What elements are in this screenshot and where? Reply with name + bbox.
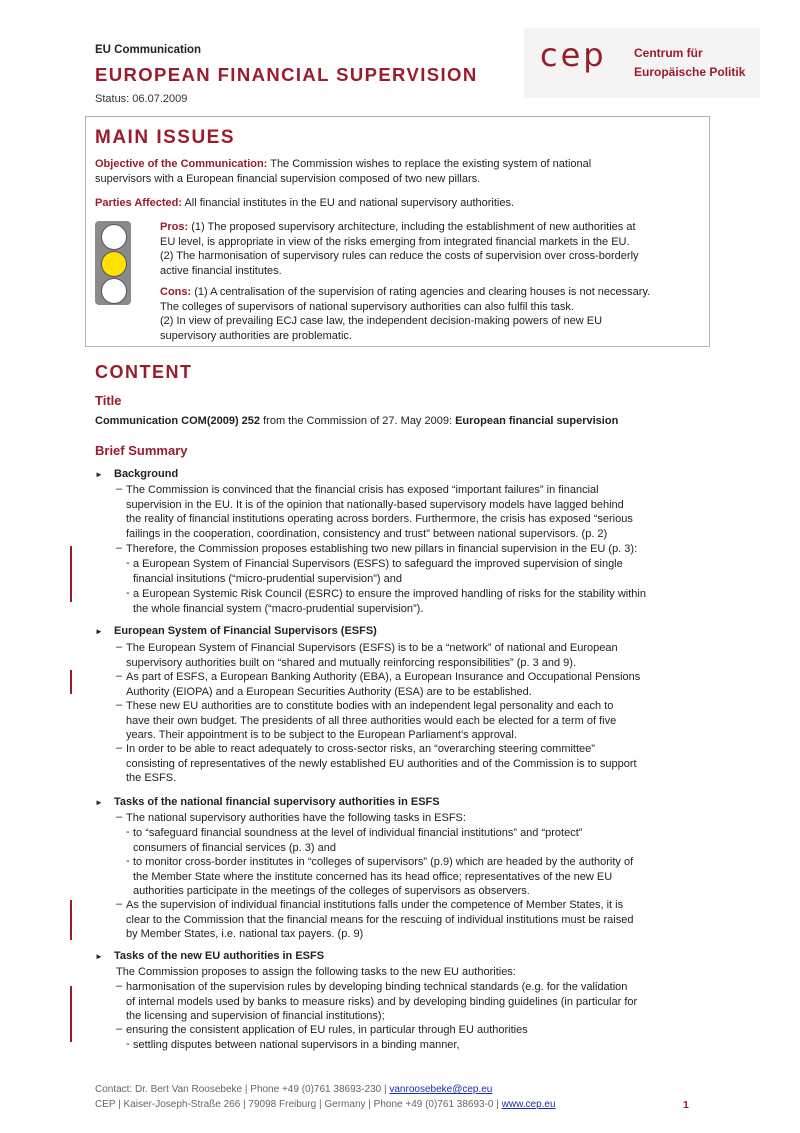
text-line: the reality of financial institutions operating across borders. Furthermore, the crisis has exposed “serious — [126, 513, 633, 525]
national-p1: The national supervisory authorities have the following tasks in ESFS: — [126, 812, 466, 824]
text-line: a European System of Financial Supervisors (ESFS) to safeguard the improved supervision of single — [133, 558, 623, 570]
arrow-icon: ► — [95, 952, 103, 961]
objective-label: Objective of the Communication: — [95, 158, 268, 170]
text-line: by Member States, i.e. national tax payers. (p. 9) — [126, 928, 364, 940]
traffic-light-middle-lamp — [101, 251, 127, 277]
pros-line: (2) The harmonisation of supervisory rules can reduce the costs of supervision over cross-borderly — [160, 250, 639, 262]
text-line: a European Systemic Risk Council (ESRC) to ensure the improved handling of risks for the stability within — [133, 588, 646, 600]
new-eu-p2: ensuring the consistent application of EU rules, in particular through EU authorities — [126, 1024, 528, 1036]
background-s2 — [133, 587, 693, 616]
pros-label: Pros: — [160, 221, 189, 233]
new-eu-bullet — [95, 950, 324, 962]
cep-logo-name-line2: Europäische Politik — [634, 65, 746, 79]
objective-line1: The Commission wishes to replace the existing system of national — [270, 158, 592, 170]
cep-logo-text: cep — [540, 36, 607, 74]
cons-paragraph — [160, 285, 688, 343]
traffic-light-icon — [95, 221, 131, 305]
arrow-icon: ► — [95, 627, 103, 636]
text-line: have their own budget. The presidents of all three authorities would each be elected for a term of five — [126, 714, 617, 727]
cep-logo-name — [634, 44, 745, 82]
pros-line: active financial institutes. — [160, 264, 282, 277]
pros-line: EU level, is appropriate in view of the risks emerging from integrated financial markets in the EU. — [160, 235, 630, 248]
cons-label: Cons: — [160, 286, 192, 298]
contact-email-link[interactable]: vanroosebeke@cep.eu — [389, 1084, 493, 1095]
text-line: In order to be able to react adequately to cross-sector risks, an “overarching steering committee” — [126, 743, 595, 755]
cons-line: supervisory authorities are problematic. — [160, 329, 352, 342]
text-line: As the supervision of individual financial institutions falls under the competence of Member States, it is — [126, 899, 624, 911]
text-line: to monitor cross-border institutes in “colleges of supervisors” (p.9) which are headed by the authority of — [133, 856, 634, 868]
text-line: Authority (EIOPA) and a European Securities Authority (ESA) are to be established. — [126, 685, 532, 698]
text-line: authorities participate in the meetings of the colleges of supervisors as observers. — [133, 885, 530, 897]
background-s1 — [133, 557, 686, 586]
parties-paragraph — [95, 196, 695, 211]
new-eu-p1 — [126, 980, 686, 1024]
title-line — [95, 414, 715, 429]
title-end: European financial supervision — [455, 415, 619, 427]
dash-icon: – — [116, 1023, 123, 1035]
text-line: of internal models used by banks to measure risks) and by developing binding guidelines (in particular for — [126, 995, 638, 1008]
text-line: years. Their appointment is to be subject to the European Parliament’s approval. — [126, 729, 517, 741]
brief-summary-heading: Brief Summary — [95, 443, 188, 458]
cons-line: (2) In view of prevailing ECJ case law, the independent decision-making powers of new EU — [160, 315, 603, 327]
cons-line: The colleges of supervisors of national supervisory authorities can also fulfil this task. — [160, 300, 574, 313]
new-eu-label: Tasks of the new EU authorities in ESFS — [114, 950, 325, 962]
document-status: Status: 06.07.2009 — [95, 93, 188, 105]
esfs-p2 — [126, 670, 686, 699]
objective-paragraph — [95, 157, 695, 186]
change-bar — [70, 546, 72, 602]
national-bullet — [95, 796, 440, 808]
main-issues-box — [85, 116, 710, 347]
text-line: to “safeguard financial soundness at the level of individual financial institutions” and “protect” — [133, 827, 583, 839]
title-mid: from the Commission of 27. May 2009: — [260, 415, 456, 427]
pros-line: (1) The proposed supervisory architecture, including the establishment of new authorities at — [191, 221, 636, 233]
esfs-p3 — [126, 699, 686, 743]
dash-icon: - — [126, 557, 130, 569]
pros-paragraph — [160, 220, 688, 278]
dash-icon: – — [116, 542, 123, 554]
national-label: Tasks of the national financial supervisory authorities in ESFS — [114, 796, 440, 808]
parties-text: All financial institutes in the EU and national supervisory authorities. — [184, 197, 515, 209]
website-link[interactable]: www.cep.eu — [501, 1099, 556, 1110]
title-bold: Communication COM(2009) 252 — [95, 415, 261, 427]
text-line: the ESFS. — [126, 772, 177, 784]
text-line: The Commission is convinced that the financial crisis has exposed “important failures” in financial — [126, 484, 599, 496]
text-line: financial insitutions (“micro-prudential supervision”) and — [133, 572, 403, 585]
text-line: consisting of representatives of the newly established EU authorities and of the Commission is to support — [126, 757, 637, 770]
national-p2 — [126, 898, 686, 942]
text-line: clear to the Commission that the financial means for the rescuing of individual institutions must be raised — [126, 913, 634, 926]
text-line: As part of ESFS, a European Banking Authority (EBA), a European Insurance and Occupational Pensions — [126, 671, 641, 683]
footer-contact-text: Contact: Dr. Bert Van Roosebeke | Phone +49 (0)761 38693-230 | — [95, 1084, 390, 1095]
arrow-icon: ► — [95, 798, 103, 807]
page-number: 1 — [683, 1099, 689, 1111]
text-line: These new EU authorities are to constitute bodies with an independent legal personality and each to — [126, 700, 614, 712]
esfs-p4 — [126, 742, 686, 786]
text-line: supervisory authorities built on “shared and mutually reinforcing responsibilities” (p. 3 and 9). — [126, 656, 577, 669]
background-p1 — [126, 483, 686, 541]
main-issues-heading: MAIN ISSUES — [95, 127, 236, 148]
dash-icon: – — [116, 980, 123, 992]
dash-icon: – — [116, 742, 123, 754]
document-title: EUROPEAN FINANCIAL SUPERVISION — [95, 64, 478, 85]
dash-icon: - — [126, 1038, 130, 1050]
title-heading: Title — [95, 393, 122, 408]
content-heading: CONTENT — [95, 362, 193, 382]
traffic-light-bottom-lamp — [101, 278, 127, 304]
background-bullet — [95, 468, 178, 480]
esfs-label: European System of Financial Supervisors (ESFS) — [114, 625, 377, 637]
background-label: Background — [114, 468, 179, 480]
footer-address — [95, 1099, 556, 1110]
text-line: failings in the cooperation, coordination, consistency and trust” between national supervisors. (p. 2) — [126, 527, 608, 540]
text-line: the whole financial system (“macro-prudential supervision”). — [133, 602, 424, 615]
dash-icon: - — [126, 855, 130, 867]
objective-line2: supervisors with a European financial supervision composed of two new pillars. — [95, 172, 481, 185]
esfs-bullet — [95, 625, 377, 637]
dash-icon: - — [126, 826, 130, 838]
footer-address-text: CEP | Kaiser-Joseph-Straße 266 | 79098 Freiburg | Germany | Phone +49 (0)761 38693-0 | — [95, 1099, 502, 1110]
dash-icon: – — [116, 811, 123, 823]
text-line: the Member State where the institute concerned has its head office; representatives of the new EU — [133, 870, 613, 883]
traffic-light-top-lamp — [101, 224, 127, 250]
national-s1 — [133, 826, 686, 855]
new-eu-s1: settling disputes between national supervisors in a binding manner, — [133, 1039, 460, 1051]
text-line: consumers of financial services (p. 3) and — [133, 841, 336, 854]
document-type-label: EU Communication — [95, 44, 202, 56]
arrow-icon: ► — [95, 470, 103, 479]
dash-icon: – — [116, 641, 123, 653]
change-bar — [70, 670, 72, 694]
footer-contact — [95, 1084, 492, 1095]
esfs-p1 — [126, 641, 686, 670]
dash-icon: – — [116, 483, 123, 495]
national-s2 — [133, 855, 686, 899]
change-bar — [70, 900, 72, 940]
background-p2: Therefore, the Commission proposes establishing two new pillars in financial supervision in the EU (p. 3): — [126, 543, 638, 555]
cons-line: (1) A centralisation of the supervision of rating agencies and clearing houses is not necessary. — [194, 286, 651, 298]
text-line: harmonisation of the supervision rules by developing binding technical standards (e.g. for the validation — [126, 981, 628, 993]
new-eu-intro: The Commission proposes to assign the following tasks to the new EU authorities: — [116, 966, 516, 978]
dash-icon: – — [116, 898, 123, 910]
text-line: supervision in the EU. It is of the opinion that nationally-based supervisory models have lagged behind — [126, 498, 624, 511]
cep-logo-name-line1: Centrum für — [634, 46, 703, 60]
change-bar — [70, 986, 72, 1042]
text-line: The European System of Financial Supervisors (ESFS) is to be a “network” of national and European — [126, 642, 618, 654]
dash-icon: - — [126, 587, 130, 599]
text-line: the licensing and supervision of financial institutions); — [126, 1010, 385, 1022]
dash-icon: – — [116, 699, 123, 711]
dash-icon: – — [116, 670, 123, 682]
parties-label: Parties Affected: — [95, 197, 183, 209]
